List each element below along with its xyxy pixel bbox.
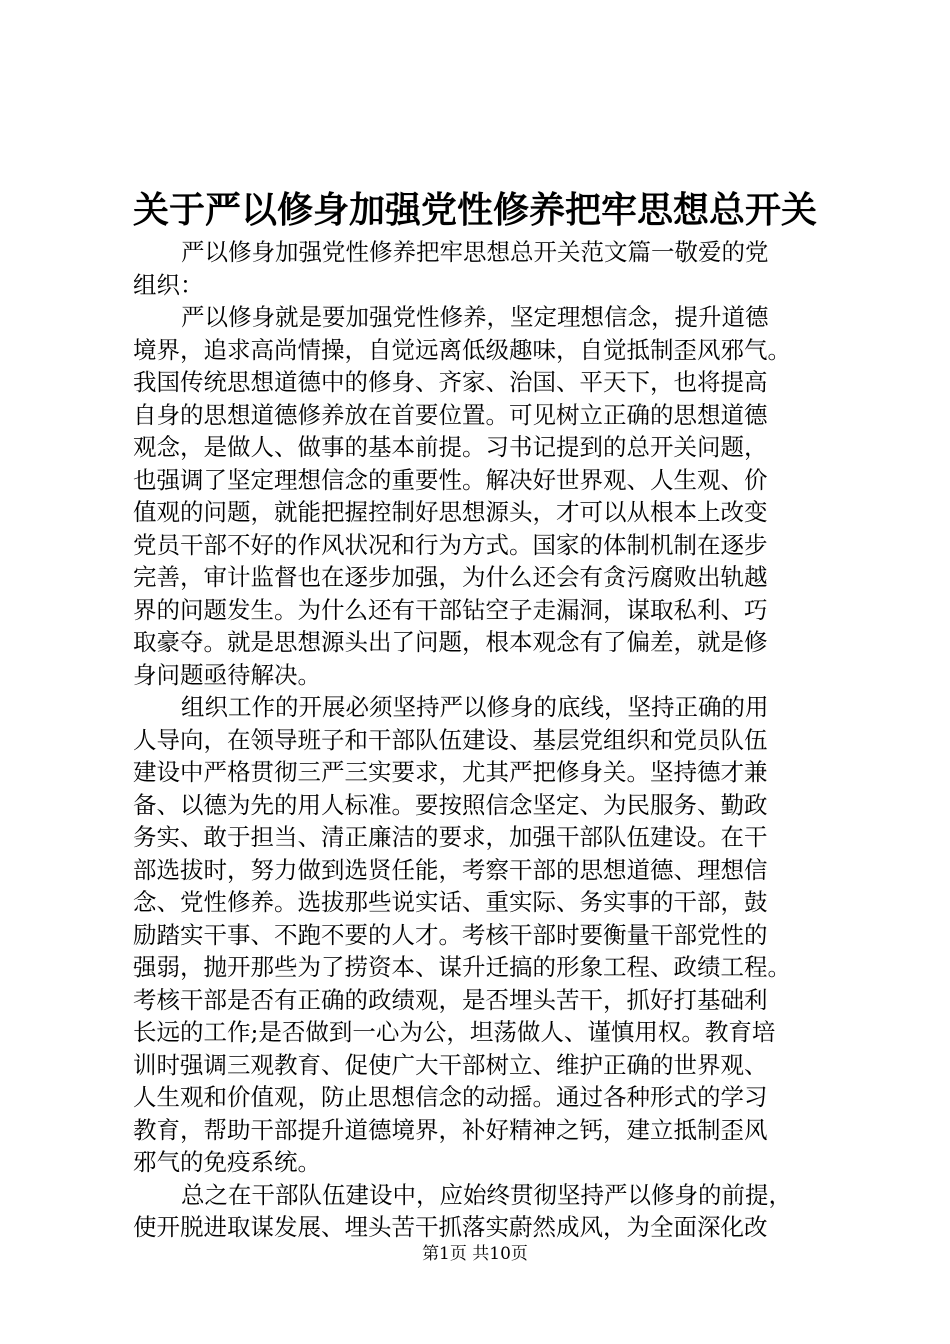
text-line: 念、党性修养。选拔那些说实话、重实际、务实事的干部，鼓 bbox=[133, 888, 768, 916]
text-line: 人导向，在领导班子和干部队伍建设、基层党组织和党员队伍 bbox=[133, 725, 768, 754]
text-line: 身问题亟待解决。 bbox=[133, 660, 321, 689]
text-line: 组织： bbox=[133, 270, 204, 299]
text-line: 自身的思想道德修养放在首要位置。可见树立正确的思想道德 bbox=[133, 400, 768, 429]
text-line: 值观的问题，就能把握控制好思想源头，才可以从根本上改变 bbox=[133, 498, 768, 526]
text-line: 建设中严格贯彻三严三实要求，尤其严把修身关。坚持德才兼 bbox=[133, 758, 768, 786]
text-line: 训时强调三观教育、促使广大干部树立、维护正确的世界观、 bbox=[133, 1050, 768, 1079]
text-line: 我国传统思想道德中的修身、齐家、治国、平天下，也将提高 bbox=[133, 368, 768, 396]
text-line: 使开脱进取谋发展、埋头苦干抓落实蔚然成风，为全面深化改 bbox=[133, 1213, 768, 1241]
document-title: 关于严以修身加强党性修养把牢思想总开关 bbox=[132, 189, 817, 231]
text-line: 境界，追求高尚情操，自觉远离低级趣味，自觉抵制歪风邪气。 bbox=[133, 335, 791, 364]
text-line: 严以修身就是要加强党性修养，坚定理想信念，提升道德 bbox=[181, 303, 769, 331]
text-line: 也强调了坚定理想信念的重要性。解决好世界观、人生观、价 bbox=[133, 465, 768, 494]
text-line: 教育，帮助干部提升道德境界，补好精神之钙，建立抵制歪风 bbox=[133, 1115, 768, 1144]
text-line: 总之在干部队伍建设中，应始终贯彻坚持严以修身的前提， bbox=[181, 1180, 792, 1209]
text-line: 完善，审计监督也在逐步加强，为什么还会有贪污腐败出轨越 bbox=[133, 563, 768, 591]
text-line: 备、以德为先的用人标准。要按照信念坚定、为民服务、勤政 bbox=[133, 790, 768, 819]
text-line: 务实、敢于担当、清正廉洁的要求，加强干部队伍建设。在干 bbox=[133, 823, 768, 851]
text-line: 人生观和价值观，防止思想信念的动摇。通过各种形式的学习 bbox=[133, 1083, 768, 1111]
text-line: 组织工作的开展必须坚持严以修身的底线，坚持正确的用 bbox=[181, 693, 769, 721]
text-line: 考核干部是否有正确的政绩观，是否埋头苦干，抓好打基础利 bbox=[133, 985, 768, 1014]
text-line: 取豪夺。就是思想源头出了问题，根本观念有了偏差，就是修 bbox=[133, 628, 768, 656]
text-line: 党员干部不好的作风状况和行为方式。国家的体制机制在逐步 bbox=[133, 530, 768, 559]
text-line: 强弱，抛开那些为了捞资本、谋升迁搞的形象工程、政绩工程。 bbox=[133, 953, 791, 981]
text-line: 观念，是做人、做事的基本前提。习书记提到的总开关问题， bbox=[133, 433, 768, 461]
text-line: 邪气的免疫系统。 bbox=[133, 1148, 321, 1176]
text-line: 励踏实干事、不跑不要的人才。考核干部时要衡量干部党性的 bbox=[133, 920, 768, 949]
text-line: 界的问题发生。为什么还有干部钻空子走漏洞，谋取私利、巧 bbox=[133, 595, 768, 624]
text-line: 严以修身加强党性修养把牢思想总开关范文篇一敬爱的党 bbox=[181, 238, 769, 266]
text-line: 长远的工作;是否做到一心为公，坦荡做人、谨慎用权。教育培 bbox=[133, 1018, 776, 1046]
text-line: 部选拔时，努力做到选贤任能，考察干部的思想道德、理想信 bbox=[133, 855, 768, 884]
page-footer: 第1页 共10页 bbox=[422, 1244, 528, 1264]
document-body bbox=[133, 236, 833, 1244]
